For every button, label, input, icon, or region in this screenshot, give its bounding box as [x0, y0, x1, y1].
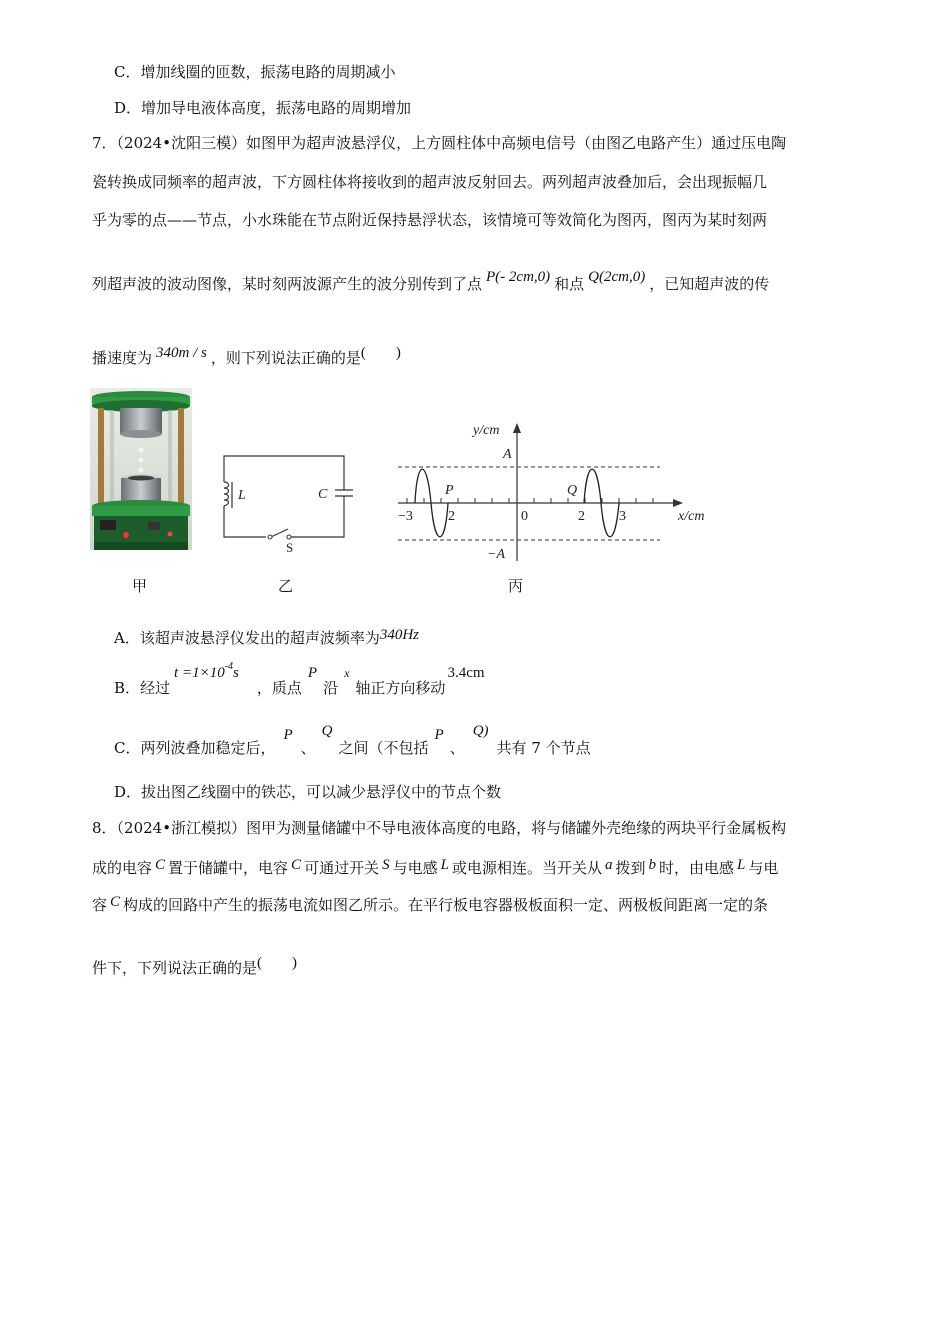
q8-line-2-d: 与电感 — [392, 859, 438, 877]
q7-option-b-time — [174, 661, 239, 681]
q8-line-2-h: 与电 — [748, 859, 779, 877]
q8-var-b: b — [648, 857, 656, 873]
q7-option-b-distance: 3.4cm — [447, 665, 485, 681]
tick-neg3: −3 — [398, 509, 413, 524]
tick-0: 0 — [521, 509, 528, 524]
q7-option-c-p: P — [283, 727, 293, 743]
wave-diagram-svg — [395, 418, 720, 568]
q8-line-4-a: 件下，下列说法正确的是 — [92, 959, 258, 977]
q7-option-a — [114, 628, 419, 649]
q7-line-4 — [92, 269, 770, 295]
q7-option-b-along: 沿 — [323, 679, 339, 697]
q8-var-c: C — [155, 857, 166, 873]
q8-line-1: 8．（2024•浙江模拟）图甲为测量储罐中不导电液体高度的电路，将与储罐外壳绝缘的两块平行金属板构 — [92, 819, 787, 837]
caption-bing: 丙 — [508, 577, 524, 595]
q8-var-l: L — [440, 857, 449, 873]
q7-line-1: 7．（2024•沈阳三模）如图甲为超声波悬浮仪，上方圆柱体中高频电信号（由图乙电路产生）通过压电陶 — [92, 134, 787, 152]
q7-option-c-prefix: C．两列波叠加稳定后， — [114, 739, 276, 757]
q7-option-b-time-base: t =1×10 — [174, 665, 225, 681]
levitator-photo — [90, 388, 192, 550]
speed-formula: 340m / s — [156, 345, 207, 361]
q7-option-c-sep: 、 — [300, 739, 316, 757]
q7-option-d: D．拔出图乙线圈中的铁芯，可以减少悬浮仪中的节点个数 — [114, 783, 502, 801]
amplitude-label: A — [503, 447, 512, 462]
option-d-prev: D．增加导电液体高度，振荡电路的周期增加 — [114, 99, 412, 117]
q8-var-s: S — [382, 857, 390, 873]
q7-option-b-mid: ，质点 — [256, 679, 302, 697]
q8-line-2-c: 可通过开关 — [304, 859, 380, 877]
q7-option-c-q2: Q) — [472, 723, 489, 739]
q8-var-l2: L — [736, 857, 746, 873]
q7-option-a-text: A．该超声波悬浮仪发出的超声波频率为 — [114, 629, 380, 647]
q8-var-a: a — [604, 857, 613, 873]
q8-var-c2: C — [291, 857, 302, 873]
tick-neg2: 2 — [448, 509, 455, 524]
q7-line-4-text-b: 和点 — [554, 275, 585, 293]
tick-3: 3 — [619, 509, 626, 524]
label-L: L — [238, 488, 246, 503]
q7-option-b-p: P — [307, 665, 318, 681]
neg-amplitude-label: −A — [487, 547, 505, 562]
q7-line-4-text-c: ，已知超声波的传 — [649, 275, 770, 293]
q8-line-2-a: 成的电容 — [92, 859, 153, 877]
y-axis-label: y/cm — [473, 423, 500, 438]
q7-option-b-x: x — [344, 666, 350, 680]
q7-line-5-text-b: ，则下列说法正确的是 — [210, 349, 361, 367]
q7-option-b-time-unit: s — [233, 665, 239, 681]
q7-option-a-value: 340Hz — [379, 627, 420, 643]
q8-line-2-b: 置于储罐中，电容 — [168, 859, 289, 877]
q8-answer-bracket: ( ) — [257, 955, 298, 971]
q7-line-5-text-a: 播速度为 — [92, 349, 153, 367]
q8-line-3-b: 构成的回路中产生的振荡电流如图乙所示。在平行板电容器极板面积一定、两极板间距离一定的条 — [123, 896, 769, 914]
q8-var-c3: C — [110, 894, 121, 910]
option-c-prev: C．增加线圈的匝数，振荡电路的周期减小 — [114, 63, 396, 81]
caption-yi: 乙 — [278, 577, 294, 595]
point-p-label: P — [445, 483, 454, 498]
q7-line-4-text-a: 列超声波的波动图像，某时刻两波源产生的波分别传到了点 — [92, 275, 483, 293]
lc-circuit — [218, 448, 358, 554]
q8-line-3 — [92, 895, 768, 916]
q8-line-2-e: 或电源相连。当开关从 — [451, 859, 602, 877]
q7-option-c — [114, 723, 591, 759]
tick-2: 2 — [578, 509, 585, 524]
wave-diagram — [395, 418, 720, 568]
point-q-label: Q — [567, 483, 578, 498]
label-C: C — [318, 487, 328, 502]
q7-option-b-prefix: B．经过 — [114, 679, 171, 697]
q7-line-3: 乎为零的点——节点，小水珠能在节点附近保持悬浮状态，该情境可等效简化为图丙，图丙为某时刻两 — [92, 211, 768, 229]
q7-option-c-q: Q — [321, 723, 333, 739]
q7-option-c-rest: 共有 7 个节点 — [496, 739, 591, 757]
q7-option-b-rest: 轴正方向移动 — [355, 679, 446, 697]
q7-option-b-time-exp: -4 — [224, 661, 234, 672]
q8-line-2-f: 拨到 — [615, 859, 646, 877]
levitator-photo-svg — [90, 388, 192, 550]
q7-option-c-mid: 之间（不包括 — [338, 739, 429, 757]
q7-line-5 — [92, 345, 401, 369]
point-p-formula: P(- 2cm,0) — [486, 269, 551, 285]
q7-line-2: 瓷转换成同频率的超声波，下方圆柱体将接收到的超声波反射回去。两列超声波叠加后，会出现振幅几 — [92, 173, 768, 191]
q8-line-4 — [92, 955, 298, 979]
q8-line-2 — [92, 858, 778, 879]
lc-circuit-svg — [218, 448, 358, 554]
q8-line-3-a: 容 — [92, 896, 108, 914]
answer-bracket: ( ) — [360, 345, 401, 361]
q7-option-c-sep2: 、 — [449, 739, 465, 757]
caption-jia: 甲 — [132, 577, 148, 595]
q7-option-c-p2: P — [434, 727, 444, 743]
label-S: S — [286, 540, 294, 554]
x-axis-label: x/cm — [678, 509, 705, 524]
q8-line-2-g: 时，由电感 — [658, 859, 734, 877]
point-q-formula: Q(2cm,0) — [588, 269, 646, 285]
